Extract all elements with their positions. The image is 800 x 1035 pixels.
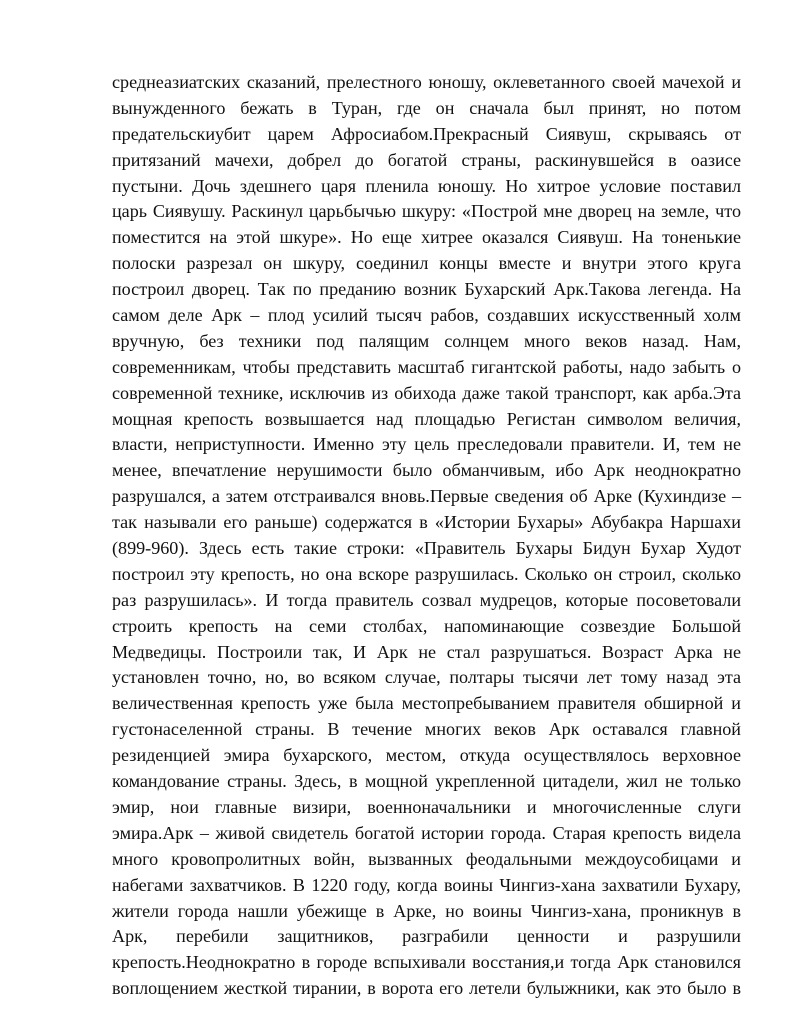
text-line: современной технике, исключив из обихода даже такой транспорт, как арба.Эта: [112, 382, 741, 403]
text-line: притязаний мачехи, добрел до богатой страны, раскинувшейся в оазисе: [112, 149, 741, 170]
text-line: самом деле Арк – плод усилий тысяч рабов, создавших искусственный холм: [112, 305, 741, 326]
text-line: предательскиубит царем Афросиабом.Прекрасный Сиявуш, скрываясь от: [112, 123, 741, 144]
document-body-text: [112, 70, 741, 1002]
text-line: менее, впечатление нерушимости было обманчивым, ибо Арк неоднократно: [112, 460, 741, 481]
text-line: крепость.Неоднократно в городе вспыхивали восстания,и тогда Арк становился: [112, 952, 741, 973]
text-line: вручную, без техники под палящим солнцем много веков назад. Нам,: [112, 330, 741, 351]
text-line: разрушался, а затем отстраивался вновь.Первые сведения об Арке (Кухиндизе –: [112, 486, 741, 507]
text-line: построил дворец. Так по преданию возник Бухарский Арк.Такова легенда. На: [112, 279, 741, 300]
text-line: полоски разрезал он шкуру, соединил концы вместе и внутри этого круга: [112, 253, 741, 274]
text-line: эмир, нои главные визири, военноначальники и многочисленные слуги: [112, 796, 741, 817]
text-line: пустыни. Дочь здешнего царя пленила юношу. Но хитрое условие поставил: [112, 175, 741, 196]
text-line: современникам, чтобы представить масштаб гигантской работы, надо забыть о: [112, 356, 741, 377]
text-line: Арк, перебили защитников, разграбили ценности и разрушили: [112, 926, 741, 947]
text-line: резиденцией эмира бухарского, местом, откуда осуществлялось верховное: [112, 745, 741, 766]
text-line: набегами захватчиков. В 1220 году, когда воины Чингиз-хана захватили Бухару,: [112, 874, 741, 895]
text-line: раз разрушилась». И тогда правитель созвал мудрецов, которые посоветовали: [112, 589, 741, 610]
text-line: (899-960). Здесь есть такие строки: «Правитель Бухары Бидун Бухар Худот: [112, 538, 741, 559]
text-line: так называли его раньше) содержатся в «Истории Бухары» Абубакра Наршахи: [112, 512, 741, 533]
text-line: Медведицы. Построили так, И Арк не стал разрушаться. Возраст Арка не: [112, 641, 741, 662]
text-line: поместится на этой шкуре». Но еще хитрее оказался Сиявуш. На тоненькие: [112, 227, 741, 248]
text-line: воплощением жесткой тирании, в ворота его летели булыжники, как это было в: [112, 978, 741, 999]
text-line: строить крепость на семи столбах, напоминающие созвездие Большой: [112, 615, 741, 636]
text-line: густонаселенной страны. В течение многих веков Арк оставался главной: [112, 719, 741, 740]
text-line: установлен точно, но, во всяком случае, полтары тысячи лет тому назад эта: [112, 667, 741, 688]
text-line: мощная крепость возвышается над площадью Регистан символом величия,: [112, 408, 741, 429]
text-line: вынужденного бежать в Туран, где он сначала был принят, но потом: [112, 97, 741, 118]
text-line: царь Сиявушу. Раскинул царьбычью шкуру: «Построй мне дворец на земле, что: [112, 201, 741, 222]
text-line: величественная крепость уже была местопребыванием правителя обширной и: [112, 693, 741, 714]
text-line: жители города нашли убежище в Арке, но воины Чингиз-хана, проникнув в: [112, 900, 741, 921]
text-line: эмира.Арк – живой свидетель богатой истории города. Старая крепость видела: [112, 822, 741, 843]
text-line: много кровопролитных войн, вызванных феодальными междоусобицами и: [112, 848, 741, 869]
text-line: командование страны. Здесь, в мощной укрепленной цитадели, жил не только: [112, 771, 741, 792]
text-line: власти, неприступности. Именно эту цель преследовали правители. И, тем не: [112, 434, 741, 455]
text-line: среднеазиатских сказаний, прелестного юношу, оклеветанного своей мачехой и: [112, 72, 741, 92]
text-line: построил эту крепость, но она вскоре разрушилась. Сколько он строил, сколько: [112, 563, 741, 584]
